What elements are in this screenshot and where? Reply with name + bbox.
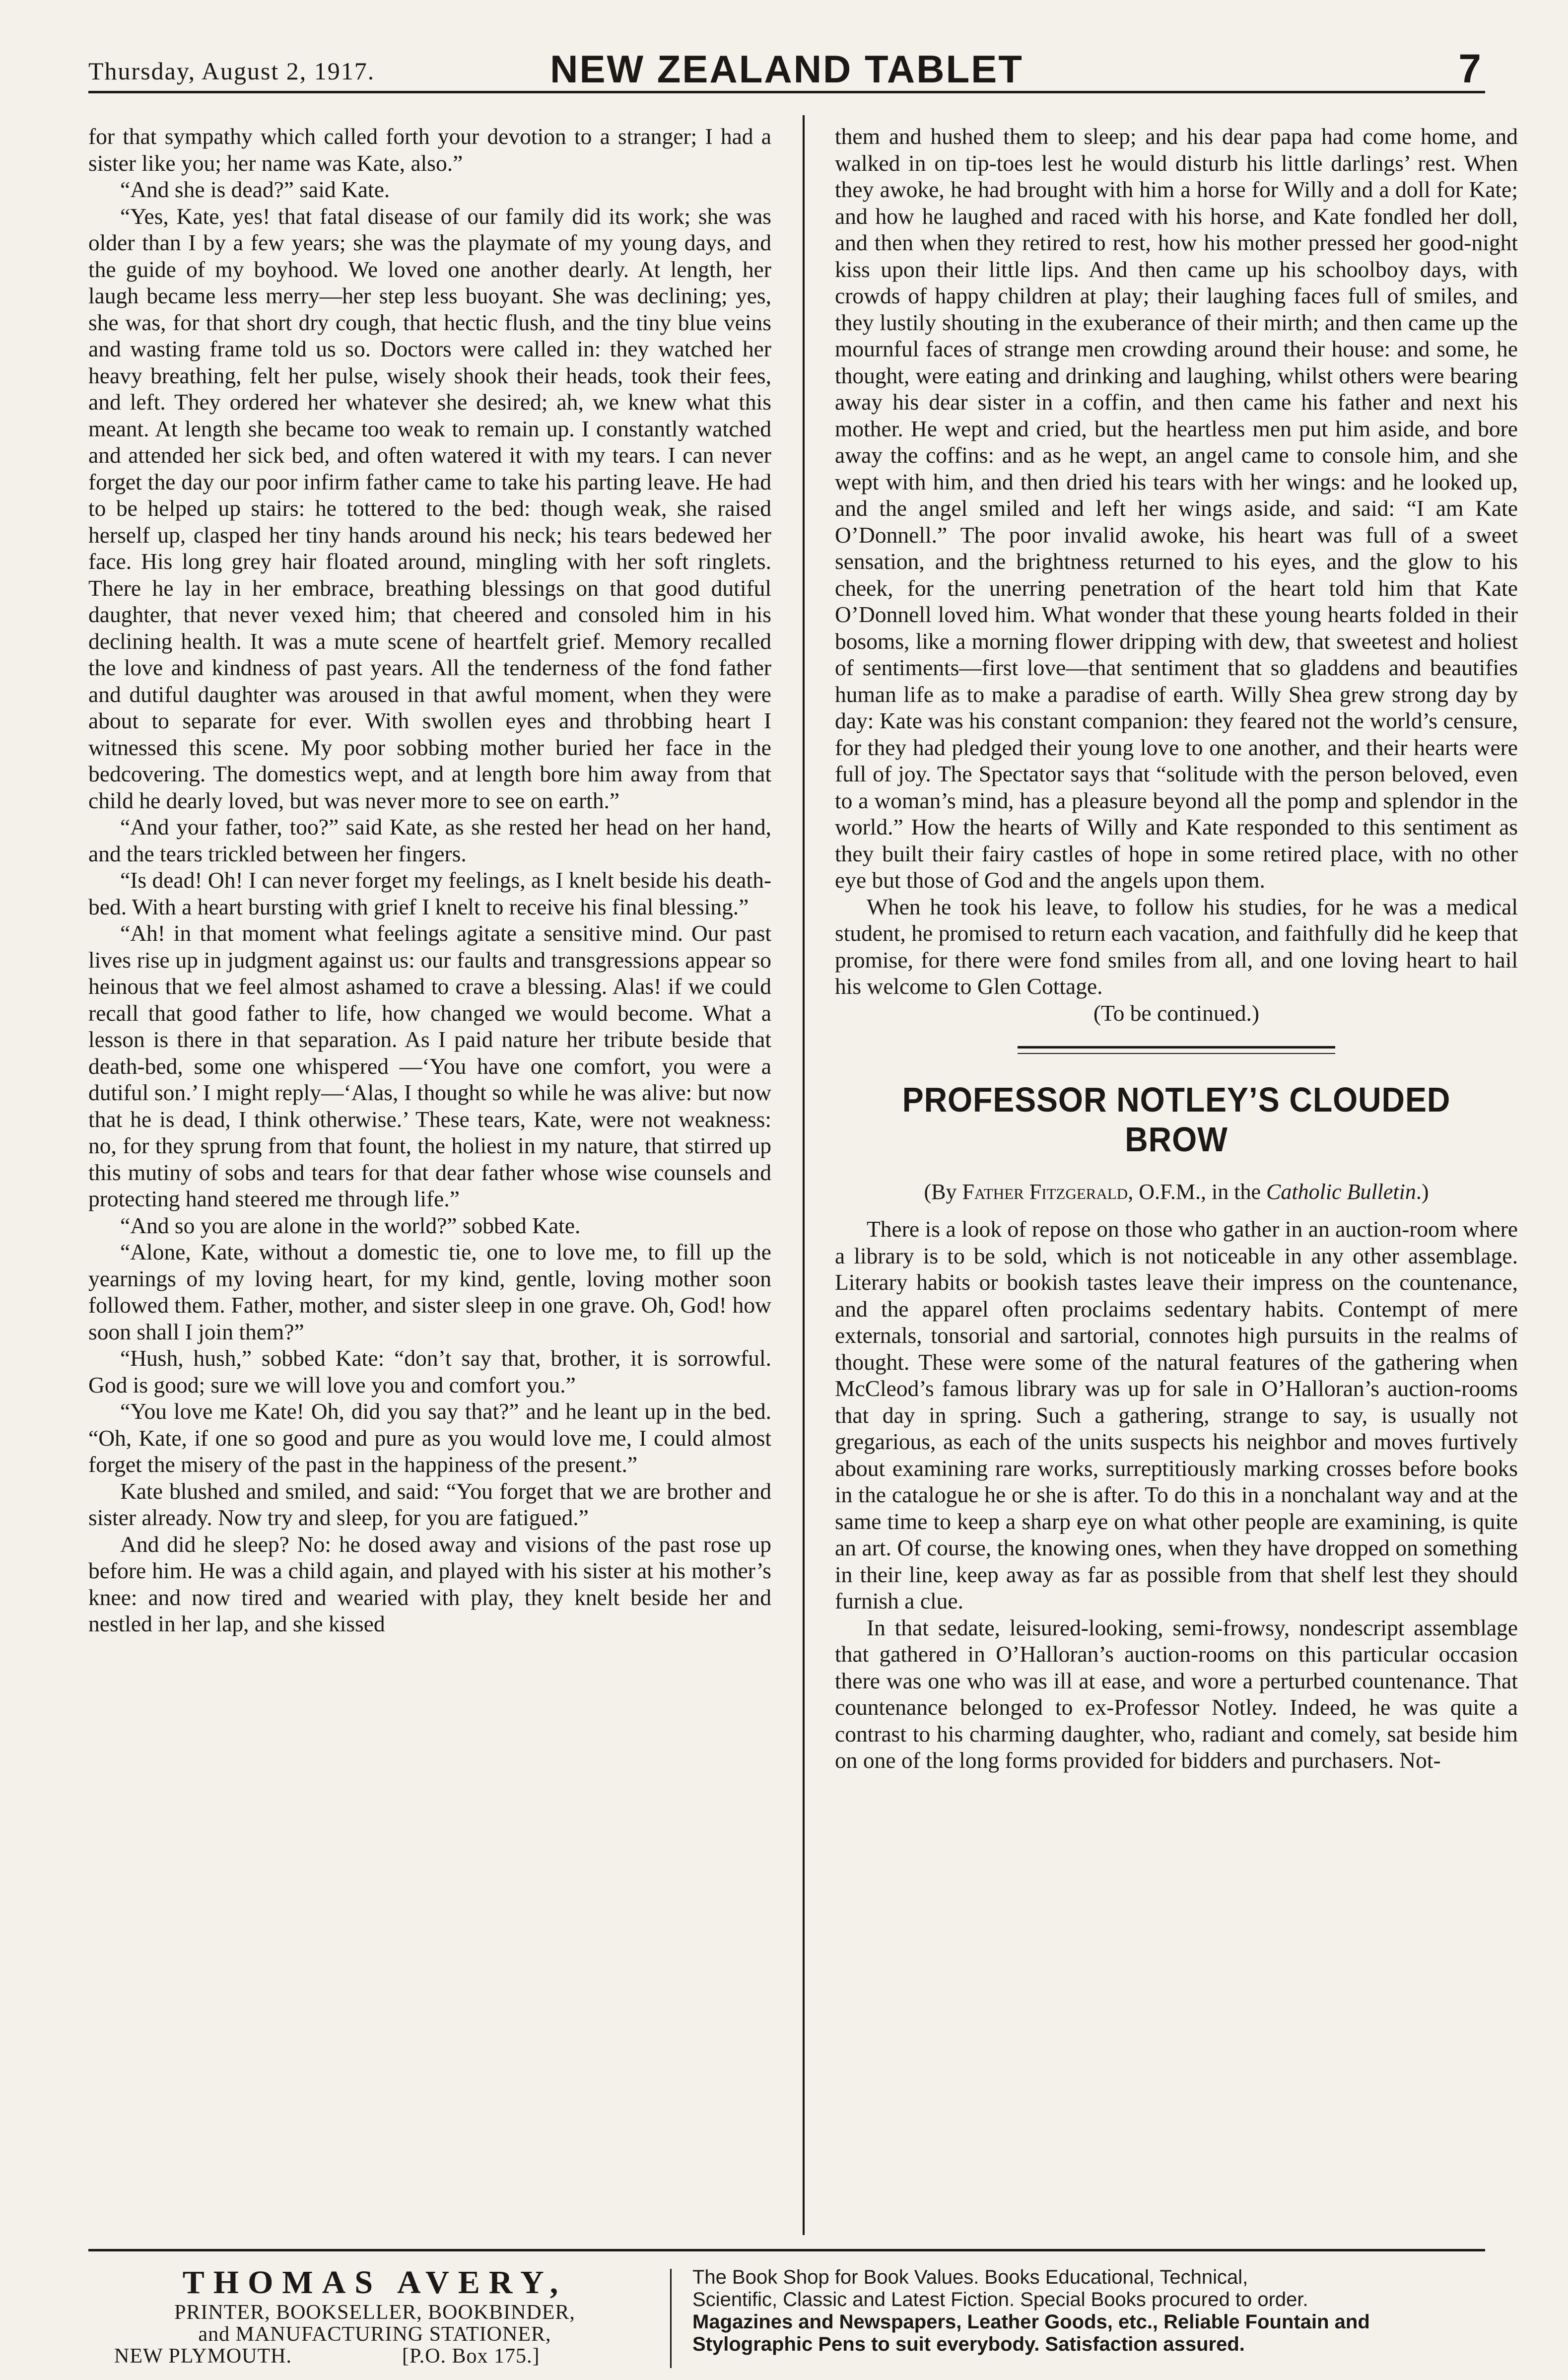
bookshop-advert	[692, 2266, 1482, 2356]
page-header	[88, 46, 1485, 93]
byline-publication: Catholic Bulletin	[1266, 1180, 1416, 1204]
section-divider	[1018, 1046, 1335, 1054]
article-paragraph: “Is dead! Oh! I can never forget my feelings, as I knelt beside his death-bed. With a heart bursting with grief I knelt to receive his final blessing.”	[88, 867, 771, 919]
article-paragraph: “And your father, too?” said Kate, as she rested her head on her hand, and the tears trickled between her fingers.	[88, 814, 771, 866]
article-paragraph: “Alone, Kate, without a domestic tie, one to love me, to fill up the yearnings of my loving heart, for my kind, gentle, loving mother soon followed them. Father, mother, and sister sleep in one grave. Oh, God! how soon shall I join them?”	[88, 1239, 771, 1344]
article-paragraph: “Yes, Kate, yes! that fatal disease of our family did its work; she was older than I by a few years; she was the playmate of my young days, and the guide of my boyhood. We loved one another dearly. At length, her laugh became less merry—her step less buoyant. She was declining; yes, she was, for that short dry cough, that hectic flush, and the tiny blue veins and wasting frame told us so. Doctors were called in: they watched her heavy breathing, felt her pulse, wisely shook their heads, took their fees, and left. They ordered her whatever she desired; ah, we knew what this meant. At length she became too weak to remain up. I constantly watched and attended her sick bed, and often watered it with my tears. I can never forget the day our poor infirm father came to take his parting leave. He had to be helped up stairs: he tottered to the bed: though weak, she raised herself up, clasped her tiny hands around his neck; his tears bedewed her face. His long grey hair floated around, mingling with her soft ringlets. There he lay in her embrace, breathing blessings on that good dutiful daughter, that never vexed him; that cheered and consoled him in his declining health. It was a mute scene of heartfelt grief. Memory recalled the love and kindness of past years. All the tenderness of the fond father and dutiful daughter was aroused in that awful moment, when they were about to separate for ever. With swollen eyes and throbbing heart I witnessed this scene. My poor sobbing mother buried her face in the bedcovering. The domestics wept, and at length bore him away from that child he dearly loved, but was never more to see on earth.”	[88, 203, 771, 813]
right-column	[835, 123, 1518, 2248]
article-paragraph: “And she is dead?” said Kate.	[120, 177, 390, 202]
left-column	[88, 123, 771, 2248]
advertiser-trades: PRINTER, BOOKSELLER, BOOKBINDER,	[174, 2301, 575, 2324]
column-rule	[803, 115, 805, 2235]
footer-rule	[88, 2249, 1485, 2251]
newspaper-title: NEW ZEALAND TABLET	[550, 47, 1023, 91]
advertiser-name: THOMAS AVERY,	[182, 2264, 567, 2301]
advertiser-trades: and MANUFACTURING STATIONER,	[198, 2323, 551, 2346]
advertiser-po-box: [P.O. Box 175.]	[402, 2345, 540, 2368]
advert-line: Magazines and Newspapers, Leather Goods, etc., Reliable Fountain and	[692, 2311, 1370, 2333]
byline-order: , O.F.M., in the	[1128, 1180, 1267, 1204]
byline-author: Father Fitzgerald	[962, 1180, 1128, 1204]
byline-close: .)	[1416, 1180, 1429, 1204]
article-paragraph: them and hushed them to sleep; and his dear papa had come home, and walked in on tip-toes lest he would disturb his little darlings’ rest. When they awoke, he had brought with him a horse for Willy and a doll for Kate; and how he laughed and raced with his horse, and Kate fondled her doll, and then when they retired to rest, how his mother pressed her good-night kiss upon their little lips. And then came up his schoolboy days, with crowds of happy children at play; their laughing faces full of smiles, and they lustily shouting in the exuberance of their mirth; and then came up the mournful faces of strange men crowding around their house: and some, he thought, were eating and drinking and laughing, whilst others were bearing away his dear sister in a coffin, and then came his father and next his mother. He wept and cried, but the heartless men put him aside, and bore away the coffins: and as he wept, an angel came to console him, and she wept with him, and then dried his tears with her wings: and he looked up, and the angel smiled and left her wings aside, and said: “I am Kate O’Donnell.” The poor invalid awoke, his heart was full of a sweet sensation, and the brightness returned to his eyes, and the glow to his cheek, for the unerring penetration of the heart told him that Kate O’Donnell loved him. What wonder that these young hearts folded in their bosoms, like a morning flower dripping with dew, that sweetest and holiest of sentiments—first love—that sentiment that so gladdens and beautifies human life as to make a paradise of earth. Willy Shea grew strong day by day: Kate was his constant companion: they feared not the world’s censure, for they had pledged their young love to one another, and their hearts were full of joy. The Spectator says that “solitude with the person beloved, even to a woman’s mind, has a pleasure beyond all the pomp and splendor in the world.” How the hearts of Willy and Kate responded to this sentiment as they built their fairy castles of hope in some retired place, with no other eye but those of God and the angels upon them.	[835, 124, 1518, 893]
article-paragraph: And did he sleep? No: he dosed away and visions of the past rose up before him. He was a child again, and played with his sister at his mother’s knee: and now tired and wearied with play, they knelt beside her and nestled in her lap, and she kissed	[88, 1531, 771, 1636]
advert-line: The Book Shop for Book Values. Books Educational, Technical,	[692, 2266, 1248, 2288]
advertiser-city: NEW PLYMOUTH.	[114, 2345, 292, 2368]
article-paragraph: for that sympathy which called forth your devotion to a stranger; I had a sister like you; her name was Kate, also.”	[88, 124, 771, 176]
advertiser-address	[94, 2345, 655, 2367]
page-number: 7	[1458, 46, 1481, 91]
article-paragraph: “You love me Kate! Oh, did you say that?” and he leant up in the bed. “Oh, Kate, if one so good and pure as you would love me, I could almost forget the misery of the past in the happiness of the present.”	[88, 1399, 771, 1477]
article-paragraph: “And so you are alone in the world?” sobbed Kate.	[120, 1212, 581, 1238]
issue-date: Thursday, August 2, 1917.	[88, 57, 375, 85]
article-paragraph: “Hush, hush,” sobbed Kate: “don’t say that, brother, it is sorrowful. God is good; sure we will love you and comfort you.”	[88, 1345, 771, 1398]
footer-divider	[670, 2269, 672, 2368]
article-paragraph: “Ah! in that moment what feelings agitate a sensitive mind. Our past lives rise up in judgment against us: our faults and transgressions appear so heinous that we feel almost ashamed to crave a blessing. Alas! if we could recall that good father to life, how changed we would become. What a lesson is there in that separation. As I paid nature her tribute beside that death-bed, some one whispered —‘You have one comfort, you were a dutiful son.’ I might reply—‘Alas, I thought so while he was alive: but now that he is dead, I think otherwise.’ These tears, Kate, were not weakness: no, for they sprung from that fount, the holiest in my nature, that stirred up this mutiny of sobs and tears for that dear father whose wise counsels and protecting hand steered me through life.”	[88, 920, 771, 1211]
byline-open: (By	[924, 1180, 962, 1204]
advert-line: Stylographic Pens to suit everybody. Satisfaction assured.	[692, 2333, 1245, 2355]
article-paragraph: Kate blushed and smiled, and said: “You forget that we are brother and sister already. Now try and sleep, for you are fatigued.”	[88, 1478, 771, 1530]
article-paragraph: When he took his leave, to follow his studies, for he was a medical student, he promised to return each vacation, and faithfully did he keep that promise, for there were fond smiles from all, and one loving heart to hail his welcome to Glen Cottage.	[835, 894, 1518, 999]
continued-note: (To be continued.)	[1093, 1000, 1260, 1026]
story-title: PROFESSOR NOTLEY’S CLOUDED BROW	[902, 1080, 1451, 1159]
story-paragraph: There is a look of repose on those who gather in an auction-room where a library is to be sold, which is not noticeable in any other assemblage. Literary habits or bookish tastes leave their impress on the countenance, and the apparel often proclaims sedentary habits. Contempt of mere externals, tonsorial and sartorial, connotes high pursuits in the realms of thought. These were some of the natural features of the gathering when McCleod’s famous library was up for sale in O’Halloran’s auction-rooms that day in spring. Such a gathering, strange to say, is usually not gregarious, as each of the units suspects his neighbor and moves furtively about examining rare works, surreptitiously marking crosses before books in the catalogue he or she is after. To do this in a nonchalant way and at the same time to keep a sharp eye on what other people are examining, is quite an art. Of course, the knowing ones, when they have dropped on something in their line, keep away as far as possible from that shelf lest they should furnish a clue.	[835, 1216, 1518, 1613]
story-byline	[850, 1179, 1503, 1205]
advertiser-block	[94, 2264, 655, 2367]
advert-line: Scientific, Classic and Latest Fiction. Special Books procured to order.	[692, 2289, 1308, 2310]
story-paragraph: In that sedate, leisured-looking, semi-frowsy, nondescript assemblage that gathered in O’Halloran’s auction-rooms on this particular occasion there was one who was ill at ease, and wore a perturbed countenance. That countenance belonged to ex-Professor Notley. Indeed, he was quite a contrast to his charming daughter, who, radiant and comely, sat beside him on one of the long forms provided for bidders and purchasers. Not-	[835, 1614, 1518, 1773]
